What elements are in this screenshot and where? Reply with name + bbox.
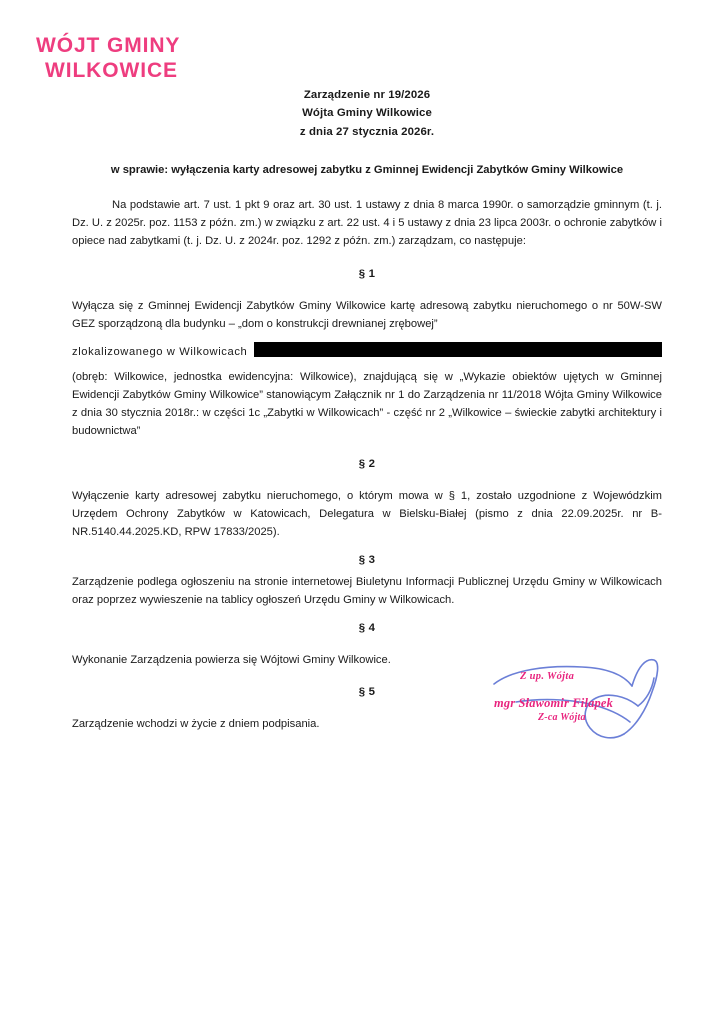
document-title [72,86,662,141]
section-mark-1: § 1 [358,267,376,280]
signature-block [486,652,676,748]
section-4-body: Wykonanie Zarządzenia powierza się Wójtowi Gminy Wilkowice. [72,654,391,667]
title-line-1: Zarządzenie nr 19/2026 [303,89,431,101]
signature-name: mgr Sławomir Filapek [494,696,613,710]
section-mark-4: § 4 [358,622,376,635]
redaction-prefix-text: zlokalizowanego w Wilkowicach [72,345,248,358]
section-1-redacted-line [72,340,662,361]
document-body [72,0,662,734]
section-1-body-part-2: (obręb: Wilkowice, jednostka ewidencyjna: Wilkowice), znajdującą się w „Wykazie obiektów ujętych w Gminnej Ewidencji Zabytków Gminy Wilkowice” stanowiącym Załącznik nr 1 do Zarządzenia nr 11/2018 Wójta Gminy Wilkowice z dnia 30 stycznia 2018r.: w części 1c „Zabytki w Wilkowicach” - część nr 2 „Wilkowice – świeckie zabytki architektury i budownictwa” [72,371,662,438]
title-line-3: z dnia 27 stycznia 2026r. [299,125,435,138]
signature-authority-line: Z up. Wójta [520,671,575,682]
letterhead-line-1: WÓJT GMINY [36,34,181,57]
letterhead-line-2: WILKOWICE [45,58,178,82]
section-2-body: Wyłączenie karty adresowej zabytku nieruchomego, o którym mowa w § 1, zostało uzgodnione z Wojewódzkim Urzędem Ochrony Zabytków w Katowicach, Delegatura w Bielsku-Białej (pismo z dnia 22.09.2025r. nr B-NR.5140.44.2025.KD, RPW 17833/2025). [72,489,662,538]
signature-role: Z-ca Wójta [538,712,586,723]
section-mark-5: § 5 [358,686,376,699]
section-mark-2: § 2 [358,457,376,470]
title-line-2: Wójta Gminy Wilkowice [302,107,432,120]
legal-basis-paragraph: Na podstawie art. 7 ust. 1 pkt 9 oraz art. 30 ust. 1 ustawy z dnia 8 marca 1990r. o samorządzie gminnym (t. j. Dz. U. z 2025r. poz. 1153 z późn. zm.) w związku z art. 22 ust. 4 i 5 ustawy z dnia 23 lipca 2003r. o ochronie zabytków i opiece nad zabytkami (t. j. Dz. U. z 2024r. poz. 1292 z późn. zm.) zarządzam, co następuje: [72,199,662,248]
section-5-body: Zarządzenie wchodzi w życie z dniem podpisania. [72,718,320,731]
section-3-body: Zarządzenie podlega ogłoszeniu na stronie internetowej Biuletynu Informacji Publicznej Urzędu Gminy w Wilkowicach oraz poprzez wywieszenie na tablicy ogłoszeń Urzędu Gminy w Wilkowicach. [72,576,662,607]
section-1-body-part-1: Wyłącza się z Gminnej Ewidencji Zabytków Gminy Wilkowice kartę adresową zabytku nieruchomego o nr 50W-SW GEZ sporządzoną dla budynku – „dom o konstrukcji drewnianej zrębowej” [72,299,662,330]
redaction-bar [254,342,662,357]
section-mark-3: § 3 [358,554,376,567]
document-subject: w sprawie: wyłączenia karty adresowej zabytku z Gminnej Ewidencji Zabytków Gminy Wilkowice [110,164,624,177]
